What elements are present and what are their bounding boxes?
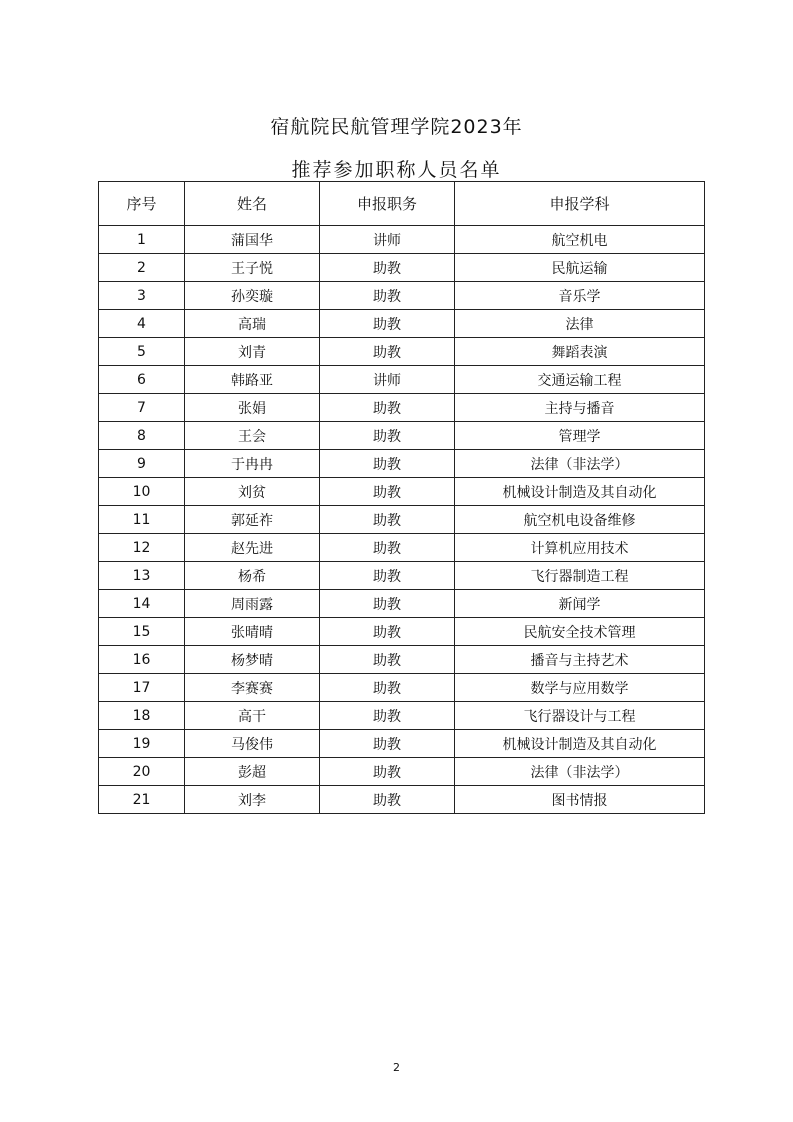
- cell-no: 21: [99, 786, 185, 814]
- cell-subject: 播音与主持艺术: [455, 646, 705, 674]
- cell-name: 王子悦: [185, 254, 320, 282]
- cell-name: 彭超: [185, 758, 320, 786]
- cell-no: 9: [99, 450, 185, 478]
- cell-no: 13: [99, 562, 185, 590]
- table-row: [99, 618, 705, 646]
- table-row: [99, 450, 705, 478]
- header-no: 序号: [99, 182, 185, 226]
- cell-title: 助教: [320, 478, 455, 506]
- cell-no: 11: [99, 506, 185, 534]
- cell-name: 刘贫: [185, 478, 320, 506]
- cell-no: 3: [99, 282, 185, 310]
- table-row: [99, 422, 705, 450]
- cell-title: 助教: [320, 422, 455, 450]
- cell-subject: 法律（非法学）: [455, 758, 705, 786]
- cell-subject: 交通运输工程: [455, 366, 705, 394]
- table-row: [99, 786, 705, 814]
- cell-no: 1: [99, 226, 185, 254]
- header-title: 申报职务: [320, 182, 455, 226]
- cell-name: 杨梦晴: [185, 646, 320, 674]
- cell-subject: 民航运输: [455, 254, 705, 282]
- cell-no: 4: [99, 310, 185, 338]
- table-row: [99, 338, 705, 366]
- table-row: [99, 674, 705, 702]
- cell-name: 杨希: [185, 562, 320, 590]
- cell-subject: 主持与播音: [455, 394, 705, 422]
- cell-title: 助教: [320, 674, 455, 702]
- cell-no: 19: [99, 730, 185, 758]
- cell-title: 助教: [320, 758, 455, 786]
- cell-no: 20: [99, 758, 185, 786]
- cell-no: 17: [99, 674, 185, 702]
- cell-subject: 计算机应用技术: [455, 534, 705, 562]
- table-row: [99, 562, 705, 590]
- cell-name: 赵先进: [185, 534, 320, 562]
- cell-subject: 音乐学: [455, 282, 705, 310]
- table-row: [99, 506, 705, 534]
- roster-table: [98, 181, 705, 814]
- cell-no: 2: [99, 254, 185, 282]
- cell-no: 14: [99, 590, 185, 618]
- page-subtitle: 推荐参加职称人员名单: [291, 159, 502, 181]
- cell-title: 助教: [320, 450, 455, 478]
- cell-title: 助教: [320, 338, 455, 366]
- cell-no: 12: [99, 534, 185, 562]
- cell-title: 助教: [320, 618, 455, 646]
- cell-name: 高干: [185, 702, 320, 730]
- cell-name: 高瑞: [185, 310, 320, 338]
- cell-subject: 飞行器设计与工程: [455, 702, 705, 730]
- table-row: [99, 702, 705, 730]
- cell-name: 郭延祚: [185, 506, 320, 534]
- cell-subject: 新闻学: [455, 590, 705, 618]
- cell-subject: 法律: [455, 310, 705, 338]
- cell-title: 助教: [320, 730, 455, 758]
- table-header-row: [99, 182, 705, 226]
- cell-no: 6: [99, 366, 185, 394]
- table-body: [99, 226, 705, 814]
- cell-title: 助教: [320, 646, 455, 674]
- cell-name: 王会: [185, 422, 320, 450]
- cell-subject: 管理学: [455, 422, 705, 450]
- page-number: 2: [393, 1061, 400, 1074]
- cell-title: 助教: [320, 702, 455, 730]
- cell-subject: 航空机电设备维修: [455, 506, 705, 534]
- table-row: [99, 534, 705, 562]
- cell-subject: 飞行器制造工程: [455, 562, 705, 590]
- cell-name: 马俊伟: [185, 730, 320, 758]
- cell-name: 蒲国华: [185, 226, 320, 254]
- cell-name: 孙奕璇: [185, 282, 320, 310]
- cell-subject: 民航安全技术管理: [455, 618, 705, 646]
- table-row: [99, 590, 705, 618]
- cell-no: 15: [99, 618, 185, 646]
- cell-name: 韩路亚: [185, 366, 320, 394]
- cell-no: 7: [99, 394, 185, 422]
- cell-no: 16: [99, 646, 185, 674]
- table-row: [99, 478, 705, 506]
- cell-title: 讲师: [320, 366, 455, 394]
- cell-title: 讲师: [320, 226, 455, 254]
- cell-title: 助教: [320, 534, 455, 562]
- cell-subject: 舞蹈表演: [455, 338, 705, 366]
- cell-name: 张晴晴: [185, 618, 320, 646]
- cell-title: 助教: [320, 310, 455, 338]
- cell-name: 刘李: [185, 786, 320, 814]
- table-row: [99, 310, 705, 338]
- cell-title: 助教: [320, 506, 455, 534]
- cell-name: 李赛赛: [185, 674, 320, 702]
- cell-subject: 航空机电: [455, 226, 705, 254]
- cell-no: 8: [99, 422, 185, 450]
- table-row: [99, 366, 705, 394]
- cell-subject: 机械设计制造及其自动化: [455, 730, 705, 758]
- page-title: 宿航院民航管理学院2023年: [270, 116, 523, 138]
- cell-subject: 机械设计制造及其自动化: [455, 478, 705, 506]
- table-row: [99, 254, 705, 282]
- table-row: [99, 226, 705, 254]
- table-row: [99, 730, 705, 758]
- cell-subject: 图书情报: [455, 786, 705, 814]
- cell-title: 助教: [320, 394, 455, 422]
- cell-name: 刘青: [185, 338, 320, 366]
- cell-title: 助教: [320, 254, 455, 282]
- table-row: [99, 282, 705, 310]
- cell-name: 于冉冉: [185, 450, 320, 478]
- table-row: [99, 758, 705, 786]
- cell-no: 5: [99, 338, 185, 366]
- table-row: [99, 646, 705, 674]
- cell-subject: 数学与应用数学: [455, 674, 705, 702]
- cell-title: 助教: [320, 786, 455, 814]
- cell-subject: 法律（非法学）: [455, 450, 705, 478]
- header-name: 姓名: [185, 182, 320, 226]
- cell-no: 10: [99, 478, 185, 506]
- cell-no: 18: [99, 702, 185, 730]
- cell-title: 助教: [320, 562, 455, 590]
- cell-name: 周雨露: [185, 590, 320, 618]
- cell-title: 助教: [320, 282, 455, 310]
- cell-name: 张娟: [185, 394, 320, 422]
- table-row: [99, 394, 705, 422]
- cell-title: 助教: [320, 590, 455, 618]
- header-subject: 申报学科: [455, 182, 705, 226]
